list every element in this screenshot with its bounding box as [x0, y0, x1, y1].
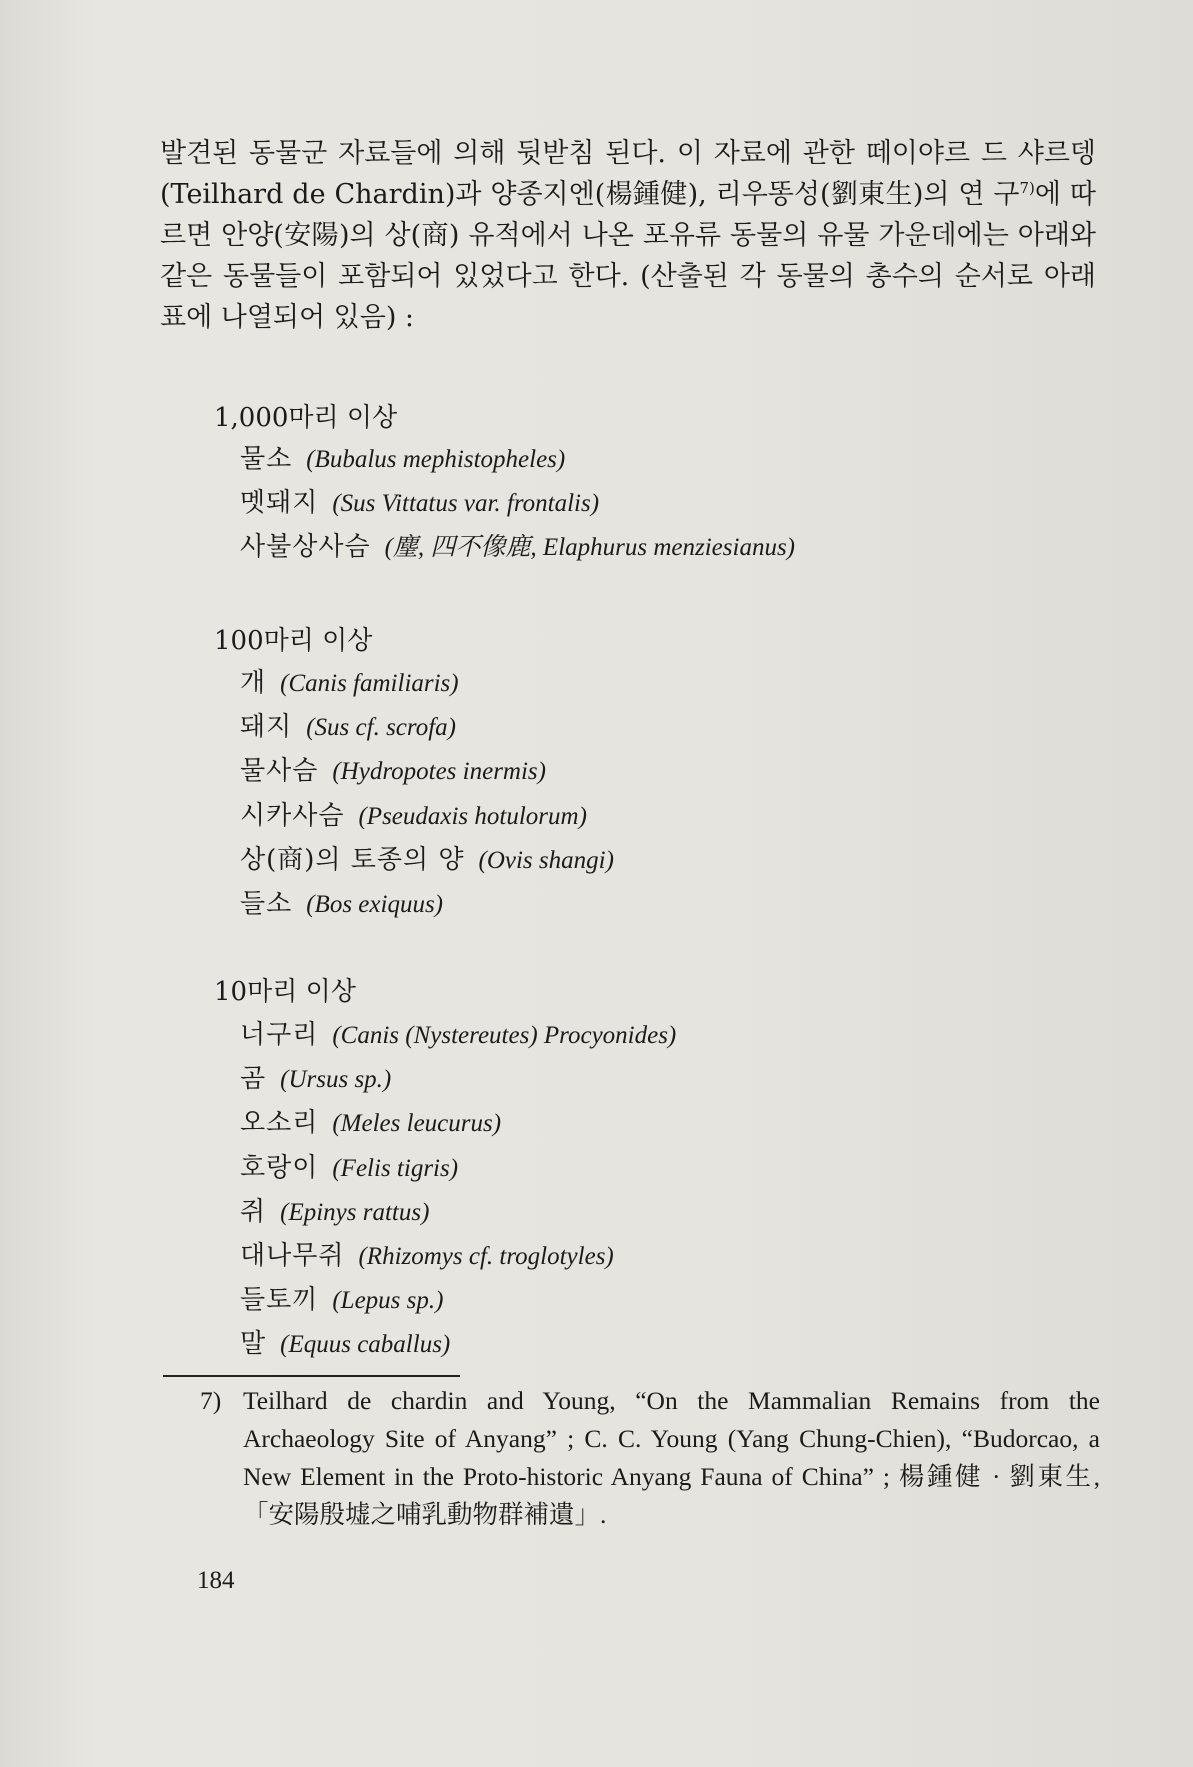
animal-scientific-name: (Equus caballus): [280, 1331, 451, 1359]
animal-korean-name: 멧돼지: [240, 488, 319, 519]
animal-entry: [240, 794, 614, 838]
animal-entry: [240, 1322, 676, 1366]
footnote: [200, 1382, 1100, 1534]
animal-scientific-name: (麈, 四不像鹿, Elaphurus menziesianus): [384, 534, 795, 562]
animal-scientific-name: (Lepus sp.): [332, 1287, 444, 1315]
animal-entry: [240, 749, 614, 793]
group-heading: 1,000마리 이상: [214, 403, 398, 433]
animal-scientific-name: (Ursus sp.): [280, 1066, 392, 1094]
animal-korean-name: 너구리: [240, 1020, 319, 1050]
animal-korean-name: 시카사슴: [240, 800, 345, 831]
animal-korean-name: 개: [240, 668, 267, 698]
animal-scientific-name: (Epinys rattus): [280, 1198, 430, 1226]
animal-korean-name: 물소: [240, 444, 293, 474]
animal-entry: [240, 1190, 676, 1234]
intro-text-after-ref: 에 따르면 안양(安陽)의 상(商) 유적에서 나온 포유류 동물의 유물 가운데에는 아래와 같은 동물들이 포함되어 있었다고 한다. (산출된 각 동물의 총수의 순서로 아래 표에 나열되어 있음) :: [160, 179, 1096, 333]
animal-entry: [240, 1101, 676, 1145]
animal-list: [240, 437, 795, 570]
animal-korean-name: 물사슴: [240, 756, 319, 787]
footnote-text: Teilhard de chardin and Young, “On the Mammalian Remains from the Archaeology Site of Anyang” ; C. C. Young (Yang Chung-Chien), “Budorcao, a New Element in the Proto-historic Anyang Fauna of China” ; 楊鍾健 · 劉東生, 「安陽殷墟之哺乳動物群補遺」.: [243, 1386, 1100, 1529]
animal-scientific-name: (Sus Vittatus var. frontalis): [332, 490, 600, 518]
animal-korean-name: 들토끼: [240, 1285, 319, 1316]
page-number: 184: [197, 1567, 235, 1594]
animal-korean-name: 오소리: [240, 1108, 319, 1139]
animal-list: [240, 661, 614, 926]
animal-entry: [240, 705, 614, 749]
animal-entry: [240, 437, 795, 481]
animal-entry: [240, 1057, 676, 1101]
animal-korean-name: 대나무쥐: [240, 1240, 345, 1271]
animal-scientific-name: (Bubalus mephistopheles): [306, 446, 566, 473]
animal-scientific-name: (Rhizomys cf. troglotyles): [358, 1242, 614, 1270]
animal-scientific-name: (Sus cf. scrofa): [306, 714, 456, 742]
animal-entry: [240, 661, 614, 705]
animal-entry: [240, 525, 795, 569]
animal-korean-name: 상(商)의 토종의 양: [240, 844, 465, 875]
animal-korean-name: 사불상사슴: [240, 532, 371, 563]
animal-entry: [240, 481, 795, 525]
animal-scientific-name: (Ovis shangi): [478, 846, 614, 874]
intro-paragraph: [160, 133, 1096, 338]
animal-entry: [240, 1013, 676, 1057]
animal-scientific-name: (Canis (Nystereutes) Procyonides): [332, 1022, 677, 1049]
animal-scientific-name: (Bos exiquus): [306, 890, 444, 918]
animal-entry: [240, 1234, 676, 1278]
group-heading: 100마리 이상: [214, 626, 373, 656]
footnote-ref-mark: 7): [1019, 179, 1035, 197]
animal-korean-name: 쥐: [240, 1196, 267, 1227]
footnote-divider: [163, 1375, 460, 1377]
animal-entry: [240, 882, 614, 926]
group-heading: 10마리 이상: [214, 977, 356, 1007]
animal-scientific-name: (Pseudaxis hotulorum): [358, 802, 587, 830]
animal-scientific-name: (Hydropotes inermis): [332, 758, 546, 786]
animal-list: [240, 1013, 676, 1367]
animal-korean-name: 호랑이: [240, 1152, 319, 1183]
animal-korean-name: 곰: [240, 1064, 267, 1095]
animal-korean-name: 돼지: [240, 712, 293, 743]
animal-entry: [240, 838, 614, 882]
animal-scientific-name: (Felis tigris): [332, 1154, 459, 1182]
animal-korean-name: 말: [240, 1329, 267, 1360]
animal-entry: [240, 1278, 676, 1322]
animal-scientific-name: (Meles leucurus): [332, 1110, 502, 1138]
animal-entry: [240, 1146, 676, 1190]
animal-scientific-name: (Canis familiaris): [280, 670, 459, 697]
footnote-number: 7): [200, 1386, 222, 1415]
animal-korean-name: 들소: [240, 888, 293, 919]
intro-text-before-ref: 발견된 동물군 자료들에 의해 뒷받침 된다. 이 자료에 관한 떼이야르 드 샤르뎅(Teilhard de Chardin)과 양종지엔(楊鍾健), 리우똥성(劉東生)의 연 구: [160, 138, 1096, 210]
